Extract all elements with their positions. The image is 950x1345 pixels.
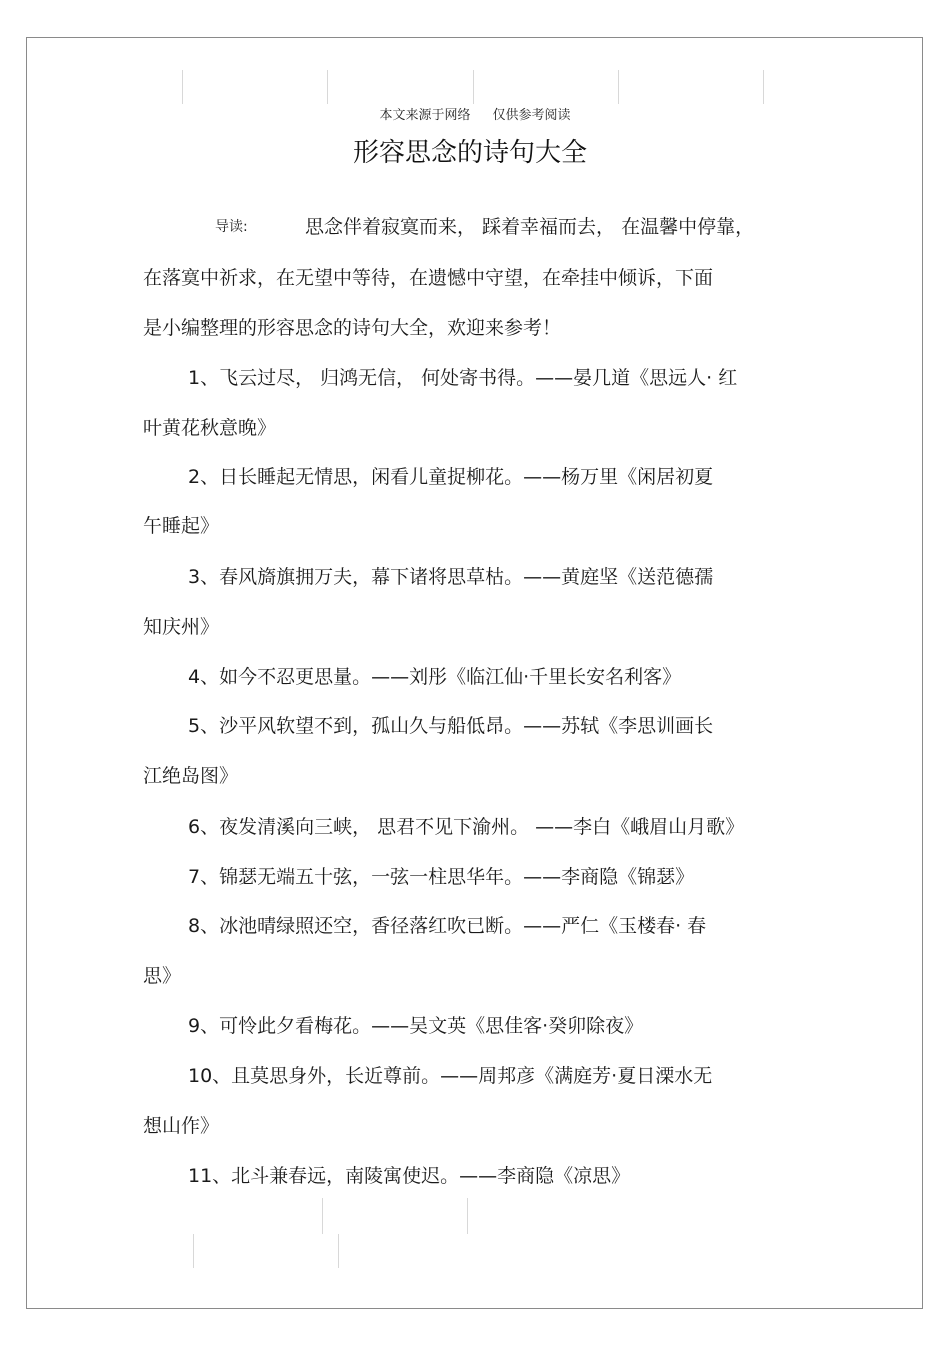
poem-10-line-1: 10、且莫思身外，长近尊前。——周邦彦《满庭芳·夏日溧水无 (188, 1065, 713, 1087)
poem-10-line-2: 想山作》 (143, 1115, 220, 1137)
scan-mark (322, 1198, 323, 1234)
poem-8-line-1: 8、冰池晴绿照还空，香径落红吹已断。——严仁《玉楼春· 春 (188, 915, 707, 937)
source-note (0, 104, 950, 123)
poem-5-line-1: 5、沙平风软望不到，孤山久与船低昂。——苏轼《李思训画长 (188, 715, 714, 737)
poem-2-line-1: 2、日长睡起无情思，闲看儿童捉柳花。——杨万里《闲居初夏 (188, 466, 714, 488)
scan-mark (193, 1234, 194, 1268)
scan-mark (618, 70, 619, 104)
source-note-a: 本文来源于网络 (379, 108, 471, 123)
poem-8-line-2: 思》 (143, 965, 182, 987)
scan-mark (327, 70, 328, 104)
scan-mark (763, 70, 764, 104)
poem-2-line-2: 午睡起》 (143, 515, 220, 537)
poem-4-line-1: 4、如今不忍更思量。——刘彤《临江仙·千里长安名利客》 (188, 666, 682, 688)
poem-5-line-2: 江绝岛图》 (143, 765, 239, 787)
intro-label: 导读: (215, 219, 248, 235)
scan-mark (338, 1234, 339, 1268)
page-title: 形容思念的诗句大全 (352, 138, 587, 168)
intro-line-3: 是小编整理的形容思念的诗句大全，欢迎来参考！ (143, 317, 562, 339)
poem-9-line-1: 9、可怜此夕看梅花。——吴文英《思佳客·癸卯除夜》 (188, 1015, 644, 1037)
scan-mark (473, 70, 474, 104)
poem-3-line-1: 3、春风旖旗拥万夫，幕下诸将思草枯。——黄庭坚《送范德孺 (188, 566, 714, 588)
poem-11-line-1: 11、北斗兼春远，南陵寓使迟。——李商隐《凉思》 (188, 1165, 631, 1187)
poem-1-line-2: 叶黄花秋意晚》 (143, 417, 277, 439)
scan-mark (467, 1198, 468, 1234)
source-note-b: 仅供参考阅读 (492, 108, 571, 123)
poem-7-line-1: 7、锦瑟无端五十弦，一弦一柱思华年。——李商隐《锦瑟》 (188, 866, 695, 888)
poem-6-line-1: 6、夜发清溪向三峡， 思君不见下渝州。 ——李白《峨眉山月歌》 (188, 816, 745, 838)
intro-line-2: 在落寞中祈求，在无望中等待，在遗憾中守望，在牵挂中倾诉，下面 (143, 267, 714, 289)
poem-3-line-2: 知庆州》 (143, 616, 220, 638)
scan-mark (182, 70, 183, 104)
poem-1-line-1: 1、飞云过尽， 归鸿无信， 何处寄书得。——晏几道《思远人· 红 (188, 367, 738, 389)
intro-line-1: 思念伴着寂寞而来， 踩着幸福而去， 在温馨中停靠， (305, 216, 755, 238)
